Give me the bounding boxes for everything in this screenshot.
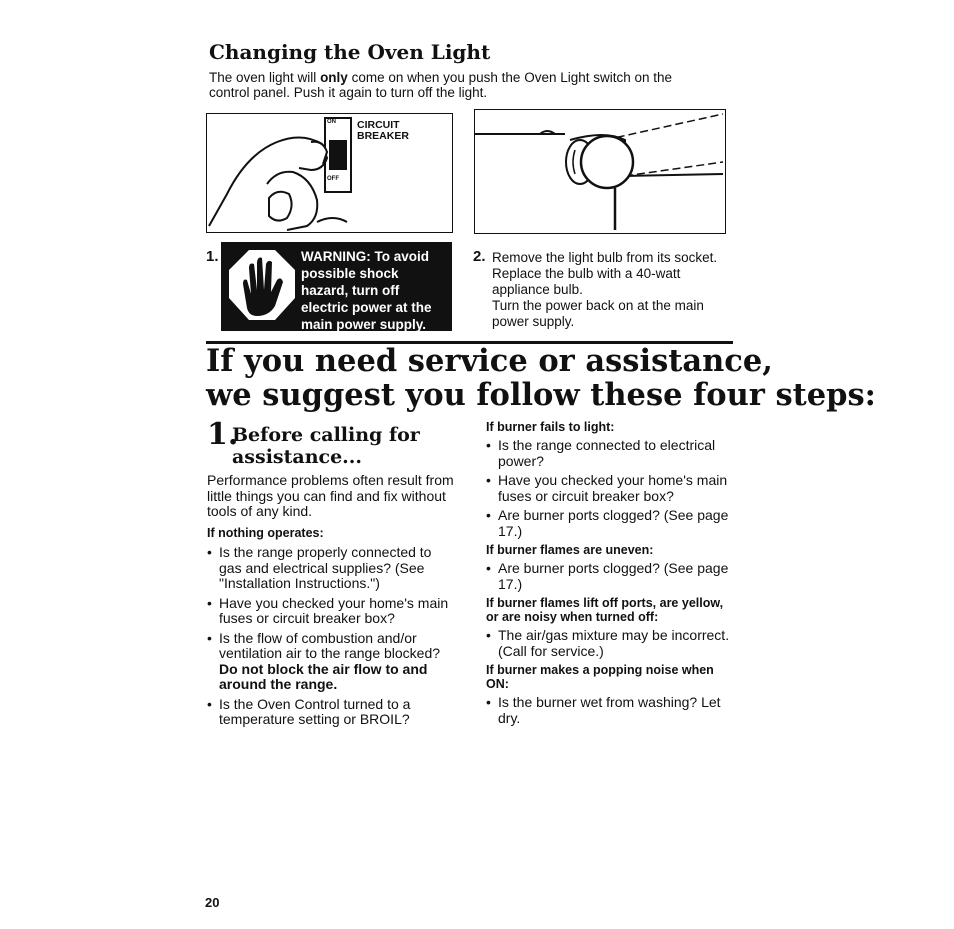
section-popping-noise	[486, 663, 736, 726]
page-number: 20	[205, 895, 220, 910]
intro-bold: only	[320, 70, 348, 85]
bullet-list	[486, 695, 736, 726]
switch-off-label: OFF	[327, 176, 339, 182]
light-bulb-illustration	[475, 110, 724, 232]
light-bulb-figure	[474, 109, 726, 234]
before-calling-title: Before calling for assistance...	[232, 424, 420, 468]
list-item: • Is the Oven Control turned to a temperature setting or BROIL?	[207, 697, 457, 728]
bullet-list	[207, 545, 457, 728]
list-item-bold: Do not block the air flow to and around the range.	[219, 660, 428, 692]
bullet-list	[486, 438, 736, 539]
list-item-text: Is the flow of combustion and/or ventilation air to the range blocked?	[219, 629, 441, 661]
list-item: • Is the burner wet from washing? Let dry.	[486, 695, 736, 726]
list-item: • Are burner ports clogged? (See page 17.)	[486, 508, 736, 539]
step2-number: 2.	[473, 248, 486, 265]
switch-on-label: ON	[327, 119, 336, 125]
section-heading: If burner fails to light:	[486, 420, 615, 434]
list-item: • Have you checked your home's main fuses or circuit breaker box?	[207, 596, 457, 627]
section-heading: If burner flames are uneven:	[486, 543, 654, 557]
right-column	[486, 420, 736, 730]
bullet-list	[486, 628, 736, 659]
warning-text: WARNING: To avoid possible shock hazard, turn off electric power at the main power supply.	[301, 249, 432, 332]
service-heading-line2: we suggest you follow these four steps:	[206, 377, 876, 413]
list-item: • The air/gas mixture may be incorrect. (Call for service.)	[486, 628, 736, 659]
section-heading: If nothing operates:	[207, 526, 324, 540]
section-heading: If burner flames lift off ports, are yellow, or are noisy when turned off:	[486, 596, 724, 624]
service-heading	[206, 343, 876, 413]
step-number-large: 1.	[207, 417, 239, 452]
bullet-list	[486, 561, 736, 592]
step2-line2: Turn the power back on at the main power supply.	[492, 298, 704, 329]
step2-line1: Remove the light bulb from its socket. Replace the bulb with a 40-watt appliance bulb.	[492, 250, 718, 297]
service-heading-line1: If you need service or assistance,	[206, 343, 773, 379]
intro-pre: The oven light will	[209, 70, 321, 85]
step1-number: 1.	[206, 248, 219, 265]
list-item: • Are burner ports clogged? (See page 17.)	[486, 561, 736, 592]
circuit-breaker-label: CIRCUIT BREAKER	[357, 119, 409, 142]
intro-post: come on when you push the Oven Light switch on the control panel. Push it again to turn off the light.	[209, 70, 673, 100]
section-flames-lift	[486, 596, 736, 659]
oven-light-title: Changing the Oven Light	[209, 40, 491, 64]
oven-light-intro	[209, 70, 709, 100]
list-item: • Is the range properly connected to gas and electrical supplies? (See "Installation Instructions.")	[207, 545, 457, 592]
list-item	[207, 631, 457, 693]
section-nothing-operates	[207, 526, 457, 732]
before-calling-intro: Performance problems often result from little things you can find and fix without tools of any kind.	[207, 472, 454, 519]
section-heading: If burner makes a popping noise when ON:	[486, 663, 714, 691]
circuit-breaker-figure	[206, 113, 453, 233]
list-item: • Have you checked your home's main fuses or circuit breaker box?	[486, 473, 736, 504]
section-fails-to-light	[486, 420, 736, 539]
section-flames-uneven	[486, 543, 736, 592]
list-item: • Is the range connected to electrical power?	[486, 438, 736, 469]
warning-box	[221, 242, 452, 331]
stop-hand-icon	[227, 248, 297, 328]
step2-text	[492, 250, 722, 330]
